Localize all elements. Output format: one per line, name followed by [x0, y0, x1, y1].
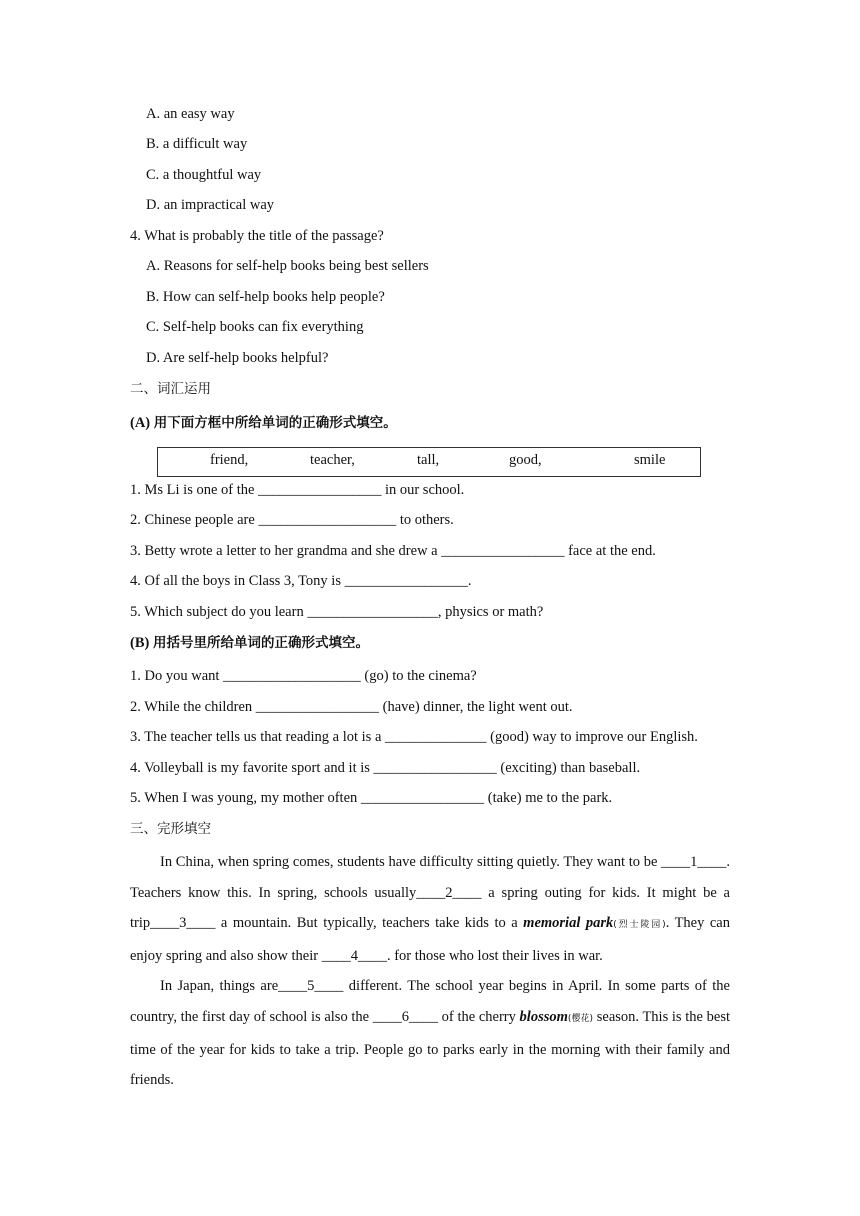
part-b-item-1: 1. Do you want ___________________ (go) to the cinema?: [130, 668, 477, 684]
para2-text-b: season. This is the best time of the year for kids to take a trip. People go to parks early in the morning with their family and friends.: [130, 1008, 731, 1089]
part-b-instruction: 用括号里所给单词的正确形式填空。: [152, 635, 369, 651]
word-box-item: tall,: [417, 452, 440, 468]
section2-heading: 二、词汇运用: [130, 381, 211, 397]
part-b-label: (B): [130, 635, 150, 651]
para1-gloss: (烈士陵园): [613, 920, 666, 931]
q3-option-c: C. a thoughtful way: [146, 167, 262, 183]
para2-term: blossom: [519, 1008, 568, 1025]
q4-option-c: C. Self-help books can fix everything: [146, 319, 364, 335]
part-a-item-5: 5. Which subject do you learn __________________, physics or math?: [130, 604, 544, 620]
word-box-item: teacher,: [310, 452, 355, 468]
para2-text-a: In Japan, things are____5____ different. The school year begins in April. In some parts of the country, the first day of school is also the ____6____ of the cherry: [130, 978, 730, 1025]
cloze-paragraph-2: [130, 971, 730, 1095]
cloze-paragraph-1: [130, 847, 730, 971]
part-a-heading: [130, 414, 397, 432]
part-b-item-5: 5. When I was young, my mother often _________________ (take) me to the park.: [130, 790, 613, 806]
para1-text-a: In China, when spring comes, students have difficulty sitting quietly. They want to be ____1____. Teachers know this. In spring, schools usually____2____ a spring outing for kids. It might be a trip____3____ a mountain. But typically, teachers take kids to a: [130, 854, 730, 932]
q3-option-d: D. an impractical way: [146, 197, 275, 213]
part-b-item-3: 3. The teacher tells us that reading a lot is a ______________ (good) way to improve our English.: [130, 729, 698, 745]
part-a-item-3: 3. Betty wrote a letter to her grandma and she drew a _________________ face at the end.: [130, 543, 656, 559]
word-box-item: smile: [634, 452, 666, 468]
word-box-item: good,: [509, 452, 542, 468]
q3-option-a: A. an easy way: [146, 106, 235, 122]
q4-question: 4. What is probably the title of the passage?: [130, 228, 384, 244]
part-a-label: (A): [130, 415, 151, 431]
q4-option-d: D. Are self-help books helpful?: [146, 350, 329, 366]
word-box: [157, 447, 701, 477]
part-a-instruction: 用下面方框中所给单词的正确形式填空。: [153, 415, 397, 431]
q3-option-b: B. a difficult way: [146, 136, 248, 152]
part-a-item-2: 2. Chinese people are ___________________ to others.: [130, 512, 454, 528]
q4-option-a: A. Reasons for self-help books being best sellers: [146, 258, 429, 274]
word-box-item: friend,: [210, 452, 249, 468]
part-b-item-2: 2. While the children _________________ (have) dinner, the light went out.: [130, 699, 573, 715]
part-b-heading: [130, 634, 369, 652]
part-a-item-1: 1. Ms Li is one of the _________________ in our school.: [130, 482, 465, 498]
part-b-item-4: 4. Volleyball is my favorite sport and it is _________________ (exciting) than baseball.: [130, 760, 641, 776]
para2-gloss: (樱花): [567, 1013, 594, 1024]
section3-heading: 三、完形填空: [130, 821, 211, 837]
cloze-passage: [130, 847, 730, 1096]
part-a-item-4: 4. Of all the boys in Class 3, Tony is _________________.: [130, 573, 472, 589]
para1-text-b: . They can enjoy spring and also show their ____4____. for those who lost their lives in war.: [130, 915, 730, 964]
q4-option-b: B. How can self-help books help people?: [146, 289, 385, 305]
para1-term: memorial park: [523, 915, 614, 932]
